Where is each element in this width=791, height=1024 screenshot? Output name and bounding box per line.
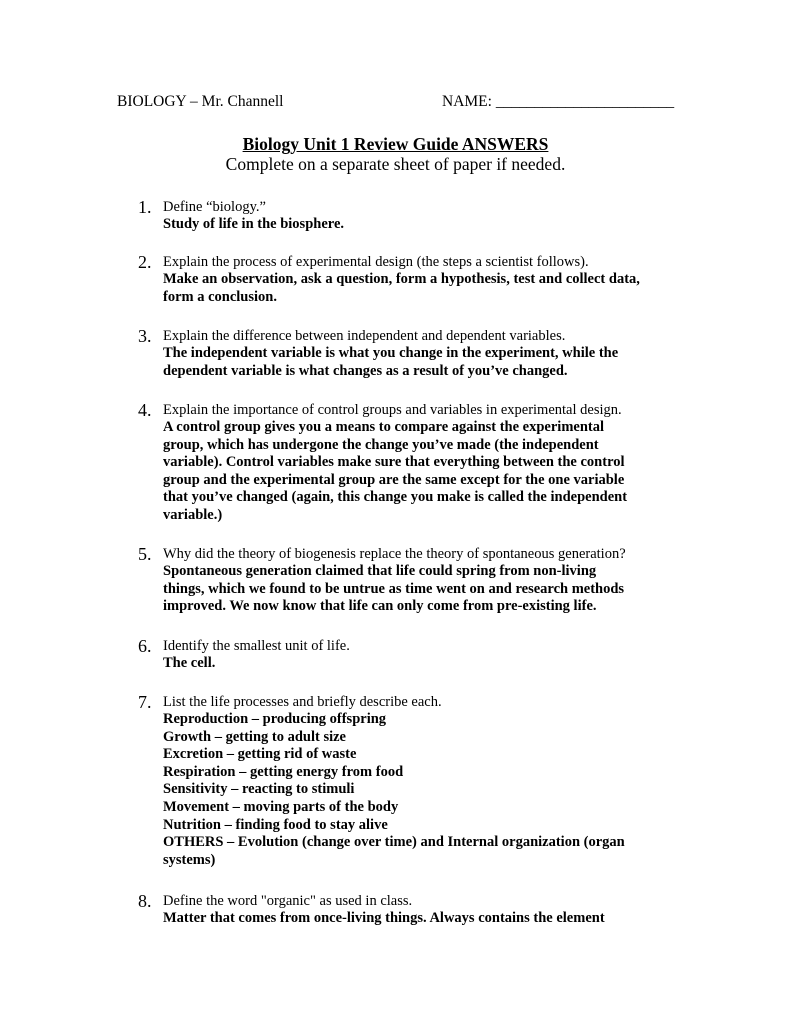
answer bbox=[163, 910, 683, 928]
answer-line: The cell. bbox=[163, 655, 216, 671]
answer-line: Reproduction – producing offspring bbox=[163, 711, 387, 727]
question-number: 3. bbox=[138, 326, 152, 346]
answer-line: Sensitivity – reacting to stimuli bbox=[163, 781, 355, 798]
answer-line: Movement – moving parts of the body bbox=[163, 798, 399, 815]
course-header: BIOLOGY – Mr. Channell bbox=[117, 93, 284, 110]
answer-line: Study of life in the biosphere. bbox=[163, 216, 345, 232]
answer-line: Excretion – getting rid of waste bbox=[163, 746, 357, 763]
question-number: 7. bbox=[138, 692, 152, 712]
answer bbox=[163, 419, 683, 525]
answer-line: improved. We now know that life can only come from pre-existing life. bbox=[163, 598, 597, 615]
document-title: Biology Unit 1 Review Guide ANSWERS bbox=[242, 134, 549, 154]
question-number: 8. bbox=[138, 891, 152, 911]
question-number: 1. bbox=[138, 197, 152, 217]
question-text: Explain the difference between independent and dependent variables. bbox=[163, 328, 566, 344]
document-subtitle: Complete on a separate sheet of paper if needed. bbox=[225, 154, 566, 174]
question-text: Explain the importance of control groups and variables in experimental design. bbox=[163, 402, 622, 418]
answer-line: form a conclusion. bbox=[163, 288, 277, 305]
answer-line: Nutrition – finding food to stay alive bbox=[163, 816, 388, 833]
question-number: 4. bbox=[138, 400, 152, 420]
answer-line: The independent variable is what you change in the experiment, while the bbox=[163, 345, 619, 361]
answer bbox=[163, 711, 683, 869]
question-number: 2. bbox=[138, 252, 152, 272]
answer-line: Make an observation, ask a question, form a hypothesis, test and collect data, bbox=[163, 271, 640, 287]
question-number: 6. bbox=[138, 636, 152, 656]
question-text: Define “biology.” bbox=[163, 199, 266, 215]
answer-line: systems) bbox=[163, 851, 216, 868]
answer bbox=[163, 655, 683, 673]
answer-line: that you’ve changed (again, this change you make is called the independent bbox=[163, 489, 628, 506]
answer-line: Respiration – getting energy from food bbox=[163, 763, 404, 780]
answer bbox=[163, 271, 683, 306]
question-text: Why did the theory of biogenesis replace the theory of spontaneous generation? bbox=[163, 546, 626, 562]
question-text: Explain the process of experimental design (the steps a scientist follows). bbox=[163, 254, 589, 270]
answer-line: group and the experimental group are the same except for the one variable bbox=[163, 471, 625, 488]
question-text: Identify the smallest unit of life. bbox=[163, 638, 350, 654]
answer-line: variable). Control variables make sure that everything between the control bbox=[163, 454, 625, 471]
answer bbox=[163, 216, 683, 234]
answer-line: Spontaneous generation claimed that life could spring from non-living bbox=[163, 563, 597, 579]
answer-line: OTHERS – Evolution (change over time) and Internal organization (organ bbox=[163, 834, 625, 851]
answer-line: group, which has undergone the change you’ve made (the independent bbox=[163, 436, 599, 453]
question-text: List the life processes and briefly describe each. bbox=[163, 694, 442, 710]
answer-line: Matter that comes from once-living things. Always contains the element bbox=[163, 910, 605, 926]
answer bbox=[163, 345, 683, 380]
name-field-label: NAME: _______________________ bbox=[442, 93, 675, 110]
question-number: 5. bbox=[138, 544, 152, 564]
answer-line: Growth – getting to adult size bbox=[163, 728, 346, 745]
answer-line: A control group gives you a means to compare against the experimental bbox=[163, 419, 605, 435]
answer-line: dependent variable is what changes as a result of you’ve changed. bbox=[163, 362, 568, 379]
answer bbox=[163, 563, 683, 616]
answer-line: variable.) bbox=[163, 506, 223, 523]
answer-line: things, which we found to be untrue as time went on and research methods bbox=[163, 580, 625, 597]
question-text: Define the word "organic" as used in class. bbox=[163, 893, 413, 909]
